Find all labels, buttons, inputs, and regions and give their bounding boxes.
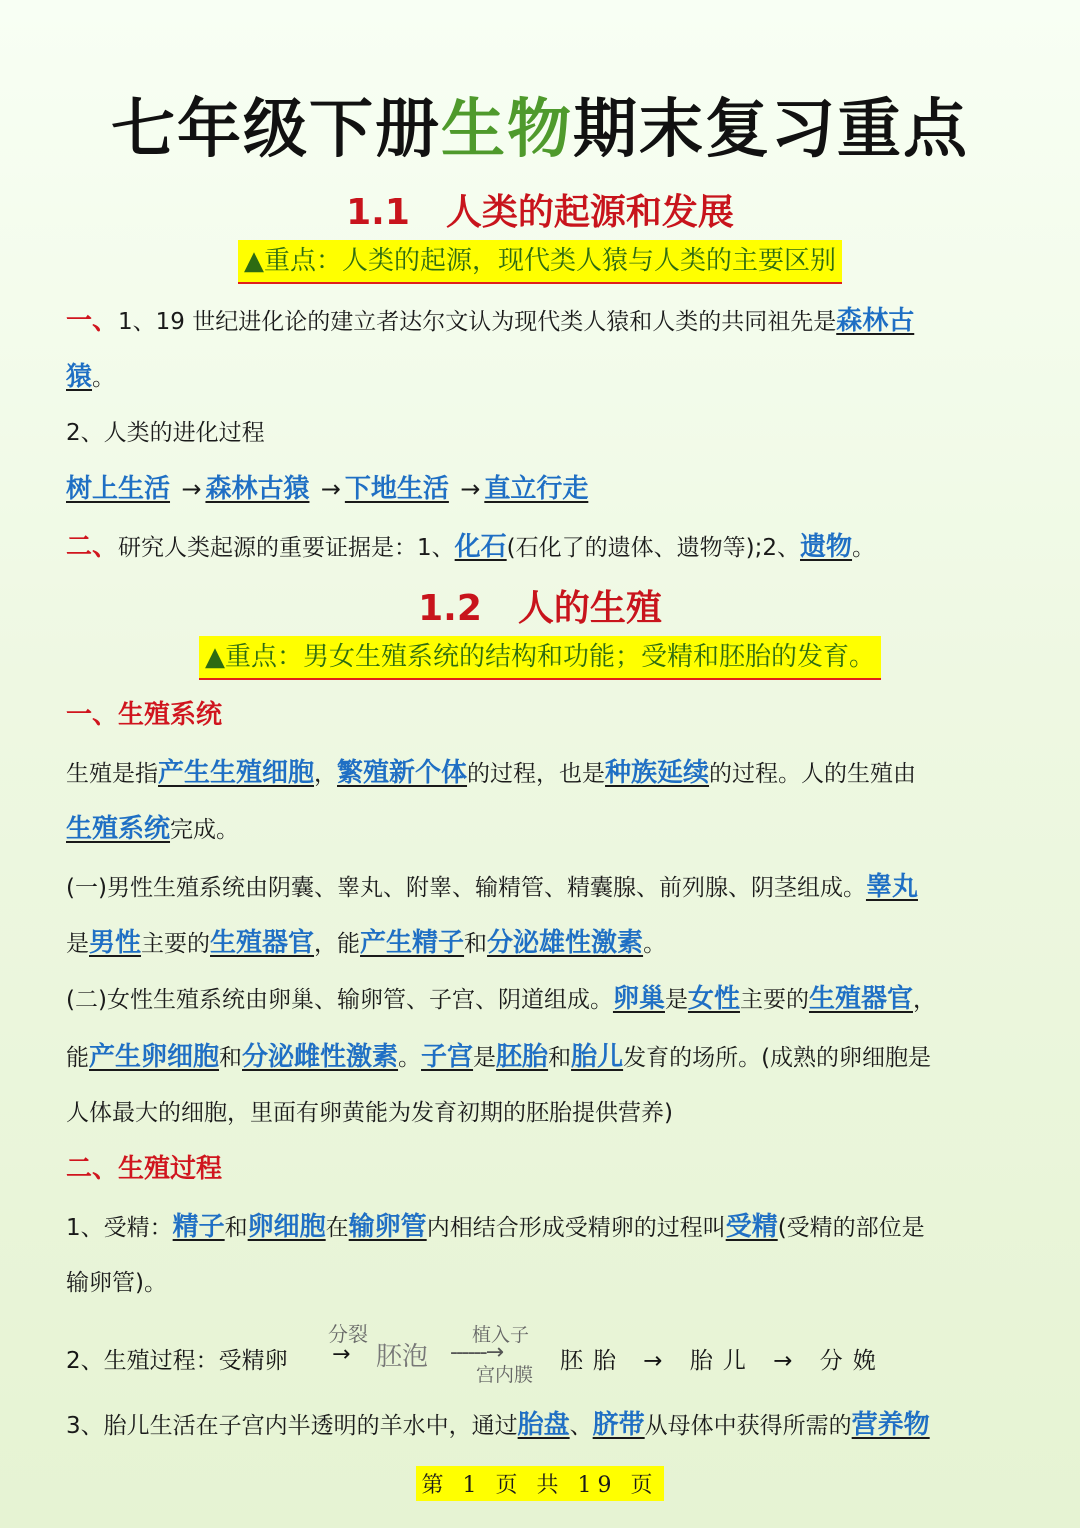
keyword: 卵巢: [612, 984, 665, 1014]
key-points-text: ▲重点：男女生殖系统的结构和功能；受精和胚胎的发育。: [199, 636, 881, 680]
text-line: (一)男性生殖系统由阴囊、睾丸、附睾、输精管、精囊腺、前列腺、阴茎组成。睾丸: [66, 872, 918, 902]
section-title-1-2: [0, 580, 1080, 631]
body-text: 。: [92, 365, 116, 391]
keyword: 下地生活: [344, 474, 449, 504]
keyword: 树上生活: [66, 474, 171, 504]
keyword: 睾丸: [865, 872, 918, 902]
keyword: 分泌雄性激素: [487, 928, 644, 958]
arrow-icon: →: [332, 1342, 351, 1367]
keyword: 生殖器官: [808, 984, 913, 1014]
keyword: 森林古: [836, 306, 915, 336]
title-part: 七年级下册: [111, 93, 441, 167]
keyword: 繁殖新个体: [337, 758, 468, 788]
text-line: 3、胎儿生活在子宫内半透明的羊水中，通过胎盘、脐带从母体中获得所需的营养物: [66, 1410, 930, 1440]
process-label: 2、生殖过程：受精卵: [66, 1348, 288, 1374]
text-line: [66, 1096, 1016, 1130]
section-name: 人类的起源和发展: [445, 192, 734, 233]
keyword: 森林古猿: [205, 474, 310, 504]
keyword: 胎盘: [517, 1410, 570, 1440]
keyword: 产生精子: [360, 928, 465, 958]
keyword: 猿: [66, 362, 93, 392]
keyword: 脐带: [592, 1410, 645, 1440]
keyword: 受精: [725, 1212, 778, 1242]
keyword: 直立行走: [484, 474, 589, 504]
text-line: [66, 304, 1016, 339]
title-highlight: 生物: [441, 93, 573, 167]
keyword: 卵细胞: [247, 1212, 326, 1242]
keyword: 女性: [687, 984, 740, 1014]
key-points-banner-1: [0, 240, 1080, 284]
keyword: 子宫: [421, 1042, 474, 1072]
process-step-label: 分裂: [328, 1322, 368, 1346]
body-text: 。: [852, 535, 876, 561]
keyword: 营养物: [851, 1410, 930, 1440]
body-text: 研究人类起源的重要证据是：1、: [118, 535, 455, 561]
page-footer: [0, 1466, 1080, 1501]
arrow-icon: →: [460, 475, 481, 503]
dashed-arrow-icon: ------→: [450, 1340, 503, 1365]
process-step-label: 植入子: [472, 1324, 530, 1346]
keyword: 产生卵细胞: [89, 1042, 220, 1072]
text-line: 1、受精：精子和卵细胞在输卵管内相结合形成受精卵的过程叫受精(受精的部位是: [66, 1212, 925, 1242]
keyword: 精子: [172, 1212, 225, 1242]
text-line: (二)女性生殖系统由卵巢、输卵管、子宫、阴道组成。卵巢是女性主要的生殖器官，: [66, 984, 936, 1014]
text-line: 是男性主要的生殖器官，能产生精子和分泌雄性激素。: [66, 928, 667, 958]
evolution-sequence: [66, 472, 1016, 507]
list-marker: 一、: [66, 306, 119, 336]
subheading: [66, 698, 1016, 733]
reproduction-process-diagram: [66, 1318, 1016, 1394]
subheading: [66, 1152, 1016, 1187]
keyword: 胚胎: [496, 1042, 549, 1072]
text-line: [66, 530, 1016, 565]
keyword: 种族延续: [605, 758, 710, 788]
text-line: 生殖是指产生生殖细胞，繁殖新个体的过程，也是种族延续的过程。人的生殖由: [66, 758, 917, 788]
process-stage: 胚泡: [376, 1342, 429, 1372]
keyword: 胎儿: [571, 1042, 624, 1072]
page-title: [0, 78, 1080, 170]
body-text: 人体最大的细胞，里面有卵黄能为发育初期的胚胎提供营养): [66, 1100, 673, 1126]
text-line: 能产生卵细胞和分泌雌性激素。子宫是胚胎和胎儿发育的场所。(成熟的卵细胞是: [66, 1042, 932, 1072]
section-number: 1.1: [346, 192, 410, 233]
keyword: 分泌雌性激素: [242, 1042, 399, 1072]
keyword: 输卵管: [348, 1212, 427, 1242]
body-text: (石化了的遗体、遗物等);2、: [506, 535, 801, 561]
section-number: 1.2: [418, 588, 482, 629]
section-name: 人的生殖: [517, 588, 662, 629]
text-line: [66, 360, 1016, 395]
text-line: [66, 1266, 1016, 1300]
text-line: [66, 416, 1016, 450]
body-text: 输卵管)。: [66, 1270, 167, 1296]
body-text: 1、19 世纪进化论的建立者达尔文认为现代类人猿和人类的共同祖先是: [118, 309, 837, 335]
page-number: 第 1 页 共 19 页: [416, 1466, 665, 1501]
process-step-label: 宫内膜: [476, 1364, 534, 1386]
key-points-text: ▲重点：人类的起源，现代类人猿与人类的主要区别: [238, 240, 842, 284]
arrow-icon: →: [181, 475, 202, 503]
subheading-text: 二、生殖过程: [66, 1154, 223, 1184]
keyword: 生殖系统: [66, 814, 171, 844]
list-marker: 二、: [66, 532, 119, 562]
process-stages: 胚胎 → 胎儿 → 分娩: [560, 1348, 886, 1374]
arrow-icon: →: [320, 475, 341, 503]
section-title-1-1: [0, 184, 1080, 235]
subheading-text: 一、生殖系统: [66, 700, 223, 730]
keyword: 化石: [454, 532, 507, 562]
body-text: 2、人类的进化过程: [66, 420, 265, 446]
keyword: 产生生殖细胞: [158, 758, 315, 788]
keyword: 遗物: [800, 532, 853, 562]
keyword: 男性: [89, 928, 142, 958]
text-line: 生殖系统完成。: [66, 814, 240, 844]
title-part: 期末复习重点: [573, 93, 969, 167]
keyword: 生殖器官: [210, 928, 315, 958]
key-points-banner-2: [0, 636, 1080, 680]
